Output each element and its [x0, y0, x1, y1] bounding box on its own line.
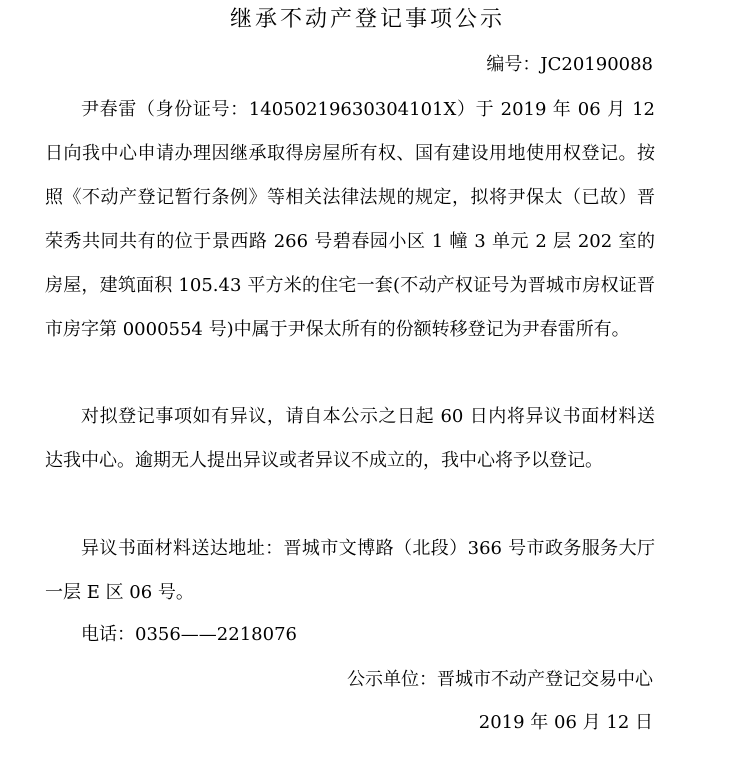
- phone-number: 0356——2218076: [135, 624, 297, 645]
- serial-label: 编号：: [486, 54, 541, 75]
- publisher-name: 晋城市不动产登记交易中心: [437, 669, 653, 690]
- phone-label: 电话：: [81, 624, 135, 645]
- phone-line: [81, 623, 297, 647]
- paragraph-application: 尹春雷（身份证号：14050219630304101X）于 2019 年 06 月 12 日向我中心申请办理因继承取得房屋所有权、国有建设用地使用权登记。按照《不动产登记暂行条例》等相关法律法规的规定，拟将尹保太（已故）晋荣秀共同共有的位于景西路 266 号碧春园小区 1 幢 3 单元 2 层 202 室的房屋，建筑面积 105.43 平方米的住宅一套(不动产权证号为晋城市房权证晋市房字第 0000554 号)中属于尹保太所有的份额转移登记为尹春雷所有。: [45, 99, 655, 340]
- document-title: 继承不动产登记事项公示: [229, 7, 505, 32]
- publisher-label: 公示单位：: [347, 669, 437, 690]
- paragraph-address: 异议书面材料送达地址：晋城市文博路（北段）366 号市政务服务大厅一层 E 区 06 号。: [45, 538, 655, 603]
- serial-number: JC20190088: [540, 54, 653, 75]
- publisher-line: [347, 668, 653, 692]
- publish-date: 2019 年 06 月 12 日: [478, 712, 653, 733]
- serial-number-line: [486, 53, 653, 77]
- paragraph-objection: 对拟登记事项如有异议，请自本公示之日起 60 日内将异议书面材料送达我中心。逾期无人提出异议或者异议不成立的，我中心将予以登记。: [45, 406, 655, 471]
